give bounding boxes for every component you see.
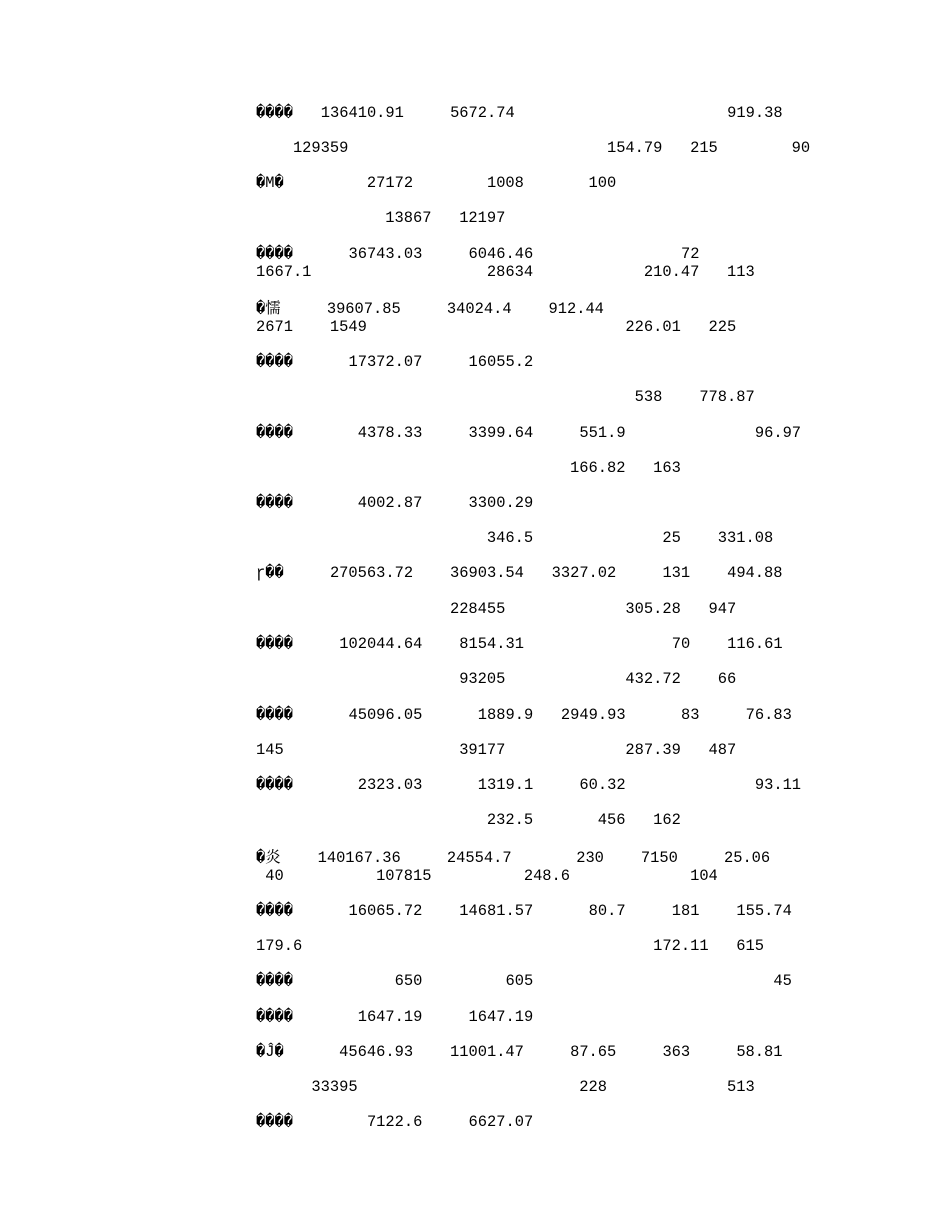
text-line: 538 778.87 xyxy=(256,388,755,406)
text-line: 228455 305.28 947 xyxy=(256,600,737,618)
text-line: ���� 4378.33 3399.64 551.9 96.97 xyxy=(256,424,802,442)
text-line: ���� 1647.19 1647.19 xyxy=(256,1008,534,1026)
text-line: ���� 4002.87 3300.29 xyxy=(256,494,534,512)
text-line: ���� 17372.07 16055.2 xyxy=(256,353,534,371)
text-line: ���� 16065.72 14681.57 80.7 181 155.74 xyxy=(256,902,792,920)
text-line: 13867 12197 xyxy=(256,209,506,227)
text-line: ���� 136410.91 5672.74 919.38 xyxy=(256,104,783,122)
text-line: �Ĵ� 45646.93 11001.47 87.65 363 58.81 xyxy=(256,1043,783,1061)
text-line: ɼ�� 270563.72 36903.54 3327.02 131 494.88 xyxy=(256,564,783,582)
text-line: 1667.1 28634 210.47 113 xyxy=(256,263,755,281)
text-line: 166.82 163 xyxy=(256,459,681,477)
text-line: �炎 140167.36 24554.7 230 7150 25.06 xyxy=(256,849,771,867)
text-line: ���� 36743.03 6046.46 72 xyxy=(256,245,700,263)
text-line: 145 39177 287.39 487 xyxy=(256,741,737,759)
text-line: ���� 2323.03 1319.1 60.32 93.11 xyxy=(256,776,802,794)
text-line: 40 107815 248.6 104 xyxy=(256,867,718,885)
text-line: 2671 1549 226.01 225 xyxy=(256,318,737,336)
text-line: ���� 102044.64 8154.31 70 116.61 xyxy=(256,635,783,653)
text-line: 346.5 25 331.08 xyxy=(256,529,774,547)
text-line: �懦 39607.85 34024.4 912.44 xyxy=(256,300,604,318)
text-line: ���� 650 605 45 xyxy=(256,972,792,990)
text-line: 232.5 456 162 xyxy=(256,811,681,829)
text-line: �M� 27172 1008 100 xyxy=(256,174,617,192)
text-line: 93205 432.72 66 xyxy=(256,670,737,688)
text-line: ���� 7122.6 6627.07 xyxy=(256,1113,534,1131)
text-line: ���� 45096.05 1889.9 2949.93 83 76.83 xyxy=(256,706,792,724)
text-line: 129359 154.79 215 90 xyxy=(256,139,811,157)
text-line: 33395 228 513 xyxy=(256,1078,755,1096)
text-line: 179.6 172.11 615 xyxy=(256,937,764,955)
